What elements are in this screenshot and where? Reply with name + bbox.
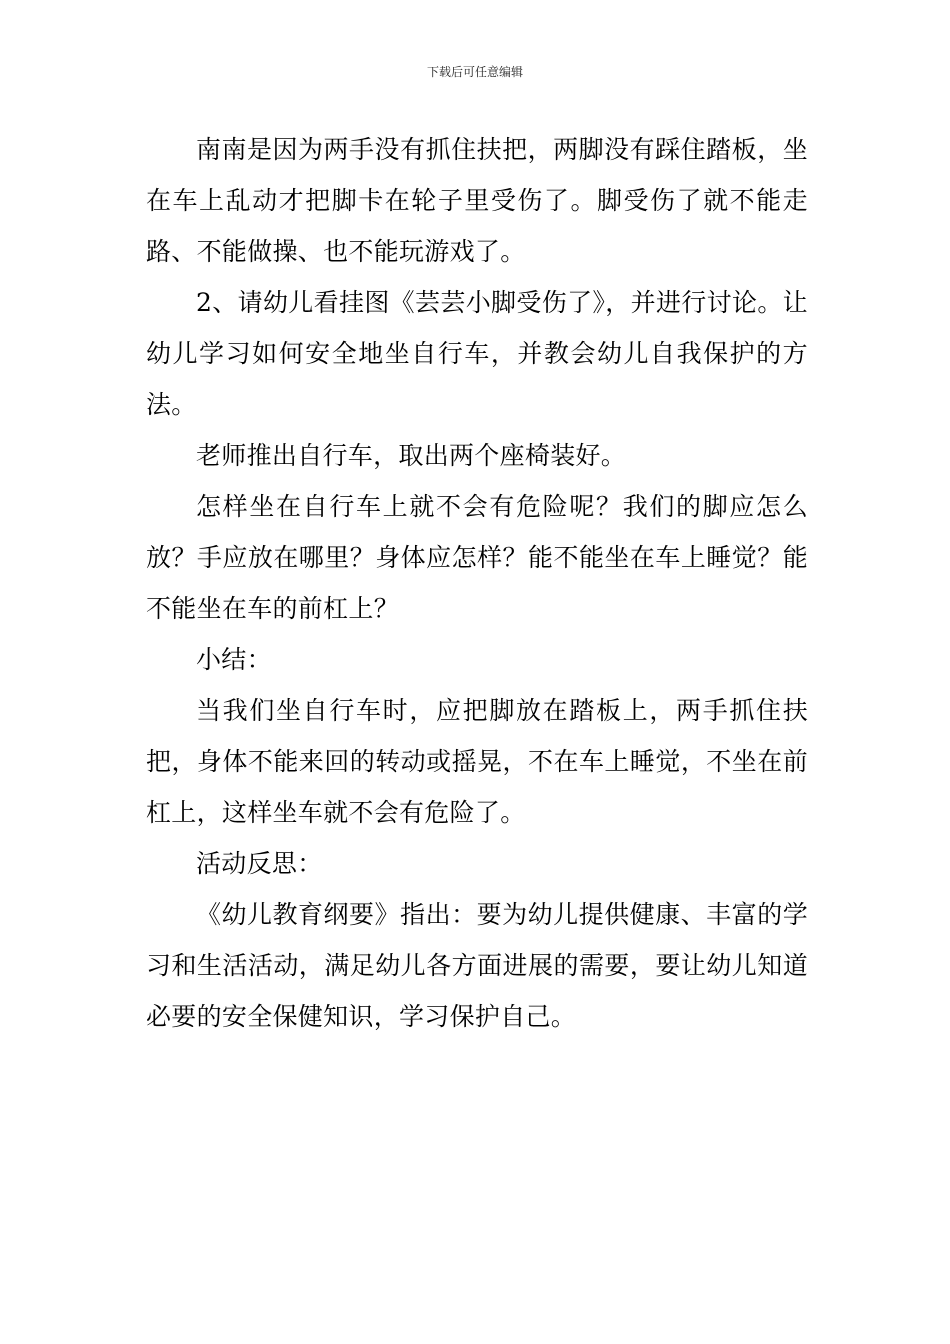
- page-header: 下载后可任意编辑: [426, 65, 523, 79]
- paragraph-questions: 怎样坐在自行车上就不会有危险呢？我们的脚应怎么放？手应放在哪里？身体应怎样？能不能坐在车上睡觉？能不能坐在车的前杠上？: [146, 492, 808, 623]
- paragraph-summary: 当我们坐自行车时，应把脚放在踏板上，两手抓住扶把，身体不能来回的转动或摇晃，不在车上睡觉，不坐在前杠上，这样坐车就不会有危险了。: [146, 696, 808, 827]
- document-body: [146, 124, 808, 1042]
- paragraph-teacher-bicycle: 老师推出自行车，取出两个座椅装好。: [196, 441, 627, 470]
- section-heading-reflection: 活动反思：: [196, 849, 323, 878]
- paragraph-reflection: 《幼儿教育纲要》指出：要为幼儿提供健康、丰富的学习和生活活动，满足幼儿各方面进展的需要，要让幼儿知道必要的安全保健知识，学习保护自己。: [146, 900, 808, 1031]
- section-heading-summary: 小结：: [196, 645, 272, 674]
- paragraph-injury-cause: 南南是因为两手没有抓住扶把，两脚没有踩住踏板，坐在车上乱动才把脚卡在轮子里受伤了。脚受伤了就不能走路、不能做操、也不能玩游戏了。: [146, 135, 808, 266]
- paragraph-wallchart-discussion: 2、请幼儿看挂图《芸芸小脚受伤了》，并进行讨论。让幼儿学习如何安全地坐自行车，并教会幼儿自我保护的方法。: [146, 288, 808, 419]
